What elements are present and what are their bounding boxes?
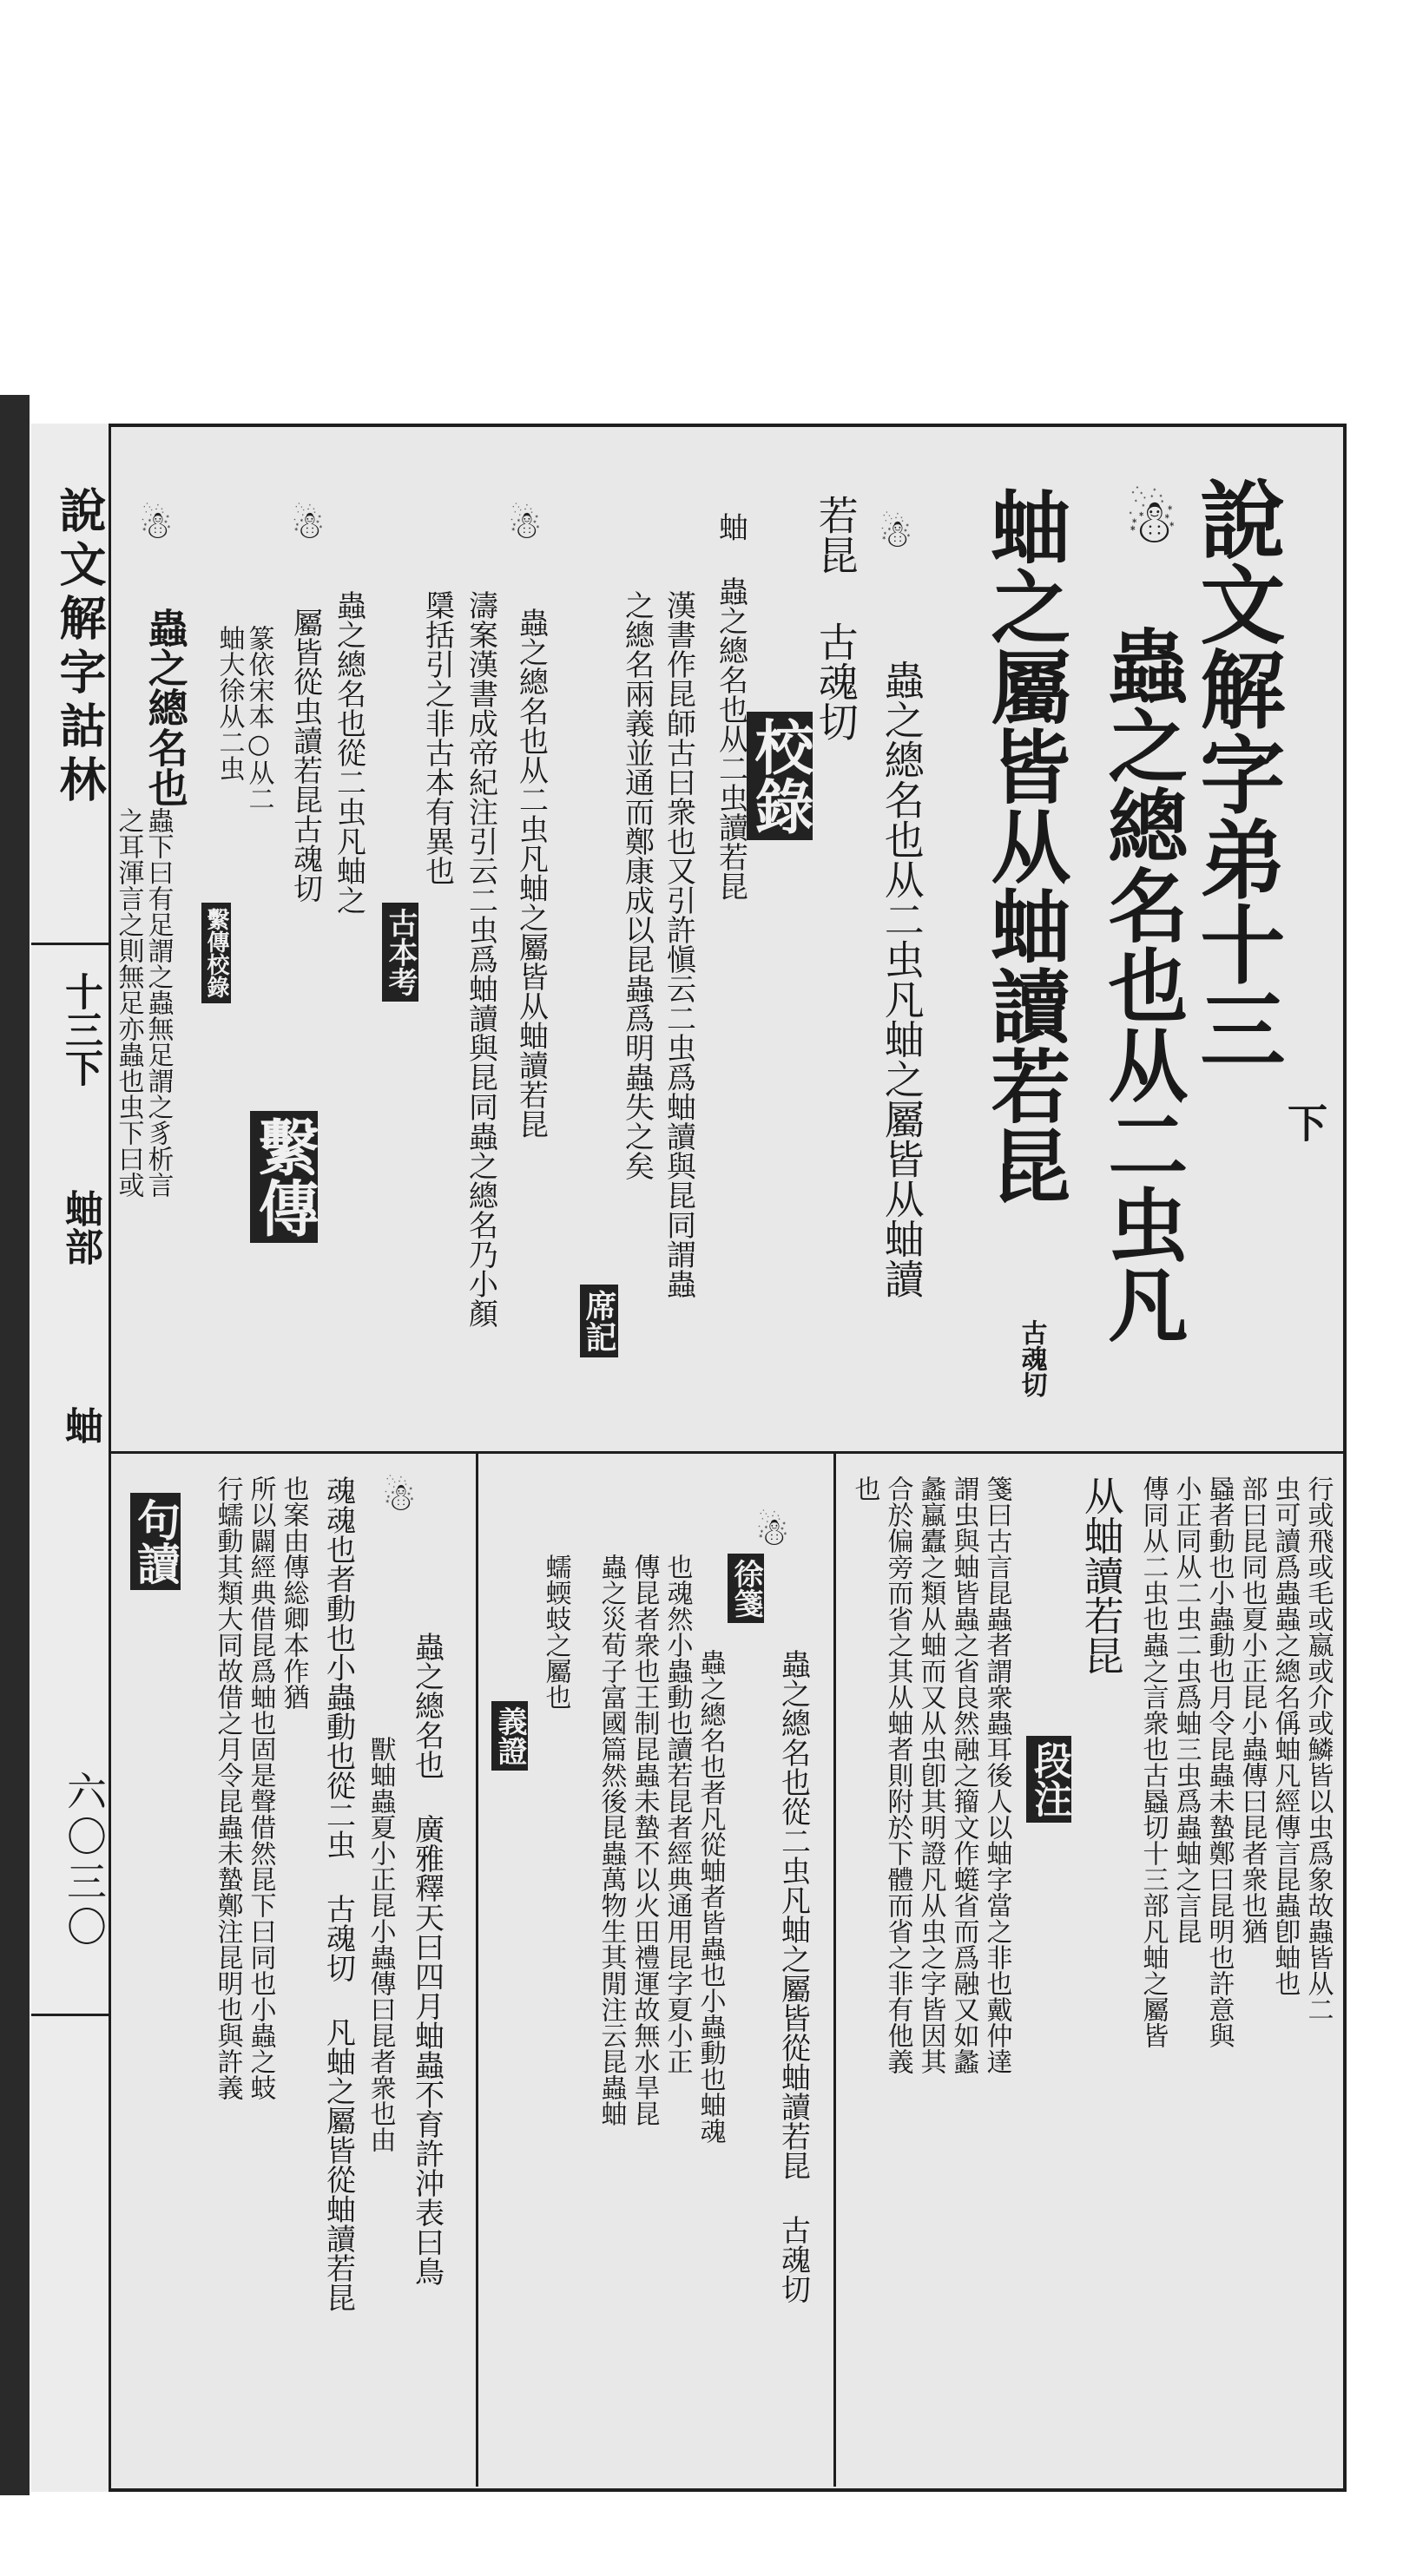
column-divider — [476, 1454, 478, 2487]
commentary-column: 篆依宋本○从二 — [243, 625, 274, 812]
commentary-column: 从蚰讀若昆 — [1077, 1475, 1125, 1675]
commentary-column: 行蠕動其類大同故借之月令昆蟲未蟄鄭注昆明也與許義 — [212, 1475, 243, 2100]
char-label: 蚰 — [58, 1406, 102, 1444]
headword-line1: 蟲之總名也从二虫凡 — [1095, 625, 1189, 1344]
commentary-column: 小正同从二虫二虫爲蚰三虫爲蟲蚰之言昆 — [1170, 1475, 1202, 1944]
commentary-column: 漢書作昆師古曰衆也又引許愼云二虫爲蚰讀與昆同謂蟲 — [661, 590, 696, 1298]
commentary-column: 所以闢經典借昆爲蚰也固是聲借然昆下曰同也小蟲之蚑 — [245, 1475, 276, 2100]
column-divider — [833, 1454, 836, 2487]
page-number: 六〇三〇 — [61, 1771, 108, 1951]
commentary-column: 蟲之災荀子富國篇然後昆蟲萬物生其閒注云昆蟲蚰 — [596, 1554, 627, 2126]
margin-divider-bottom — [31, 2014, 111, 2016]
commentary-column: 蚰 蟲之總名也从二虫讀若昆 — [713, 512, 748, 901]
headword-fanqie: 古魂切 — [1016, 1319, 1047, 1397]
commentary-column: 部曰昆同也夏小正昆小蟲傳曰昆者衆也猶 — [1236, 1475, 1268, 1944]
seal-char-icon: ☃ — [139, 503, 174, 548]
commentary-column: 蟲之總名也从二虫凡蚰之屬皆从蚰讀 — [878, 660, 925, 1298]
commentary-column: 也魂然小蟲動也讀若昆者經典通用昆字夏小正 — [662, 1554, 693, 2074]
commentary-column: 蟲之總名也 — [142, 608, 189, 807]
book-title: 說文解字詁林 — [52, 486, 108, 809]
judu-badge: 句讀 — [130, 1493, 181, 1590]
volume-title: 說文解字弟十三 — [1185, 476, 1286, 1071]
commentary-column: 蟲之總名也者凡從蚰者皆蟲也小蟲動也蚰魂 — [695, 1649, 726, 2144]
commentary-column: 蟲之總名也從二虫凡蚰之 — [331, 590, 366, 915]
headword-line2: 蚰之屬皆从蚰讀若昆 — [978, 486, 1072, 1205]
duanzhu-badge: 段注 — [1026, 1736, 1071, 1823]
seal-char-icon: ☃ — [879, 512, 913, 556]
xujian-badge: 徐箋 — [728, 1554, 764, 1623]
xichuan-badge: 繫傳 — [250, 1111, 318, 1243]
commentary-column: 蟲之總名也 廣雅釋天曰四月蚰蟲不育許沖表曰鳥 — [409, 1632, 445, 2286]
section-label: 蚰部 — [58, 1189, 102, 1265]
commentary-column: 之耳渾言之則無足亦蟲也虫下曰或 — [113, 807, 144, 1198]
commentary-column: 蠡蠃蠹之類从蚰而又从虫卽其明證凡从虫之字皆因其 — [915, 1475, 946, 2074]
commentary-column: 傳昆者衆也王制昆蟲未蟄不以火田禮運故無水旱昆 — [629, 1554, 660, 2126]
commentary-column: 也 — [849, 1475, 880, 1502]
commentary-column: 屬皆從虫讀若昆古魂切 — [287, 608, 323, 903]
xichuan-jiaolu-badge: 繫傳校錄 — [201, 903, 231, 1003]
commentary-column: 謂虫與蚰皆蟲之省良然融之籀文作䗴省而爲融又如蠡 — [948, 1475, 979, 2074]
commentary-column: 也案由傳総卿本作猶 — [278, 1475, 309, 1710]
commentary-column: 檃括引之非古本有異也 — [419, 590, 455, 885]
yizheng-badge: 義證 — [491, 1701, 528, 1771]
commentary-column: 傳同从二虫也蟲之言衆也古蟁切十三部凡蚰之屬皆 — [1137, 1475, 1169, 2048]
margin-divider-top — [31, 943, 111, 945]
commentary-column: 若昆 古魂切 — [812, 495, 860, 741]
section-divider — [111, 1451, 1347, 1454]
commentary-column: 箋曰古言昆蟲者謂衆蟲耳後人以蚰字當之非也戴仲達 — [981, 1475, 1012, 2074]
seal-char-icon: ☃ — [1124, 486, 1179, 557]
jiaolu-badge: 校錄 — [747, 712, 813, 840]
seal-char-icon: ☃ — [382, 1475, 417, 1520]
commentary-column: 獸蚰蟲夏小正昆小蟲傳曰昆者衆也由 — [365, 1736, 396, 2152]
commentary-column: 行或飛或毛或嬴或介或鱗皆以虫爲象故蟲皆从二 — [1302, 1475, 1334, 2022]
guben-badge: 古本考 — [382, 903, 418, 1002]
volume-label: 十三下 — [58, 972, 102, 1087]
commentary-column: 蟲之總名也從二虫凡蚰之屬皆從蚰讀若昆 古魂切 — [775, 1649, 811, 2303]
commentary-column: 蟲之總名也从二虫凡蚰之屬皆从蚰讀若昆 — [513, 608, 549, 1139]
seal-char-icon: ☃ — [291, 503, 326, 548]
commentary-column: 蚰大徐从二虫 — [214, 625, 245, 781]
commentary-column: 蟲下曰有足謂之蟲無足謂之豸析言 — [142, 807, 174, 1198]
commentary-column: 蟁者動也小蟲動也月令昆蟲未蟄鄭曰昆明也許意與 — [1203, 1475, 1235, 2048]
commentary-column: 蠕蝡蚑之屬也 — [540, 1554, 571, 1710]
commentary-column: 濤案漢書成帝紀注引云二虫爲蚰讀與昆同蟲之總名乃小顏 — [463, 590, 498, 1328]
seal-char-icon: ☃ — [508, 503, 543, 548]
commentary-column: 合於偏旁而省之其从蚰者則附於下體而省之非有他義 — [882, 1475, 913, 2074]
commentary-column: 之總名兩義並通而鄭康成以昆蟲爲明蟲失之矣 — [619, 590, 655, 1180]
commentary-column: 魂魂也者動也小蟲動也從二虫 古魂切 凡蚰之屬皆從蚰讀若昆 — [320, 1475, 356, 2312]
seal-char-icon: ☃ — [755, 1510, 790, 1554]
volume-title-suffix: 下 — [1281, 1102, 1328, 1142]
xiji-badge: 席記 — [580, 1285, 618, 1357]
commentary-column: 虫可讀爲蟲蟲之總名偁蚰凡經傳言昆蟲卽蚰也 — [1269, 1475, 1301, 1996]
page-edge-shadow — [0, 395, 30, 2495]
